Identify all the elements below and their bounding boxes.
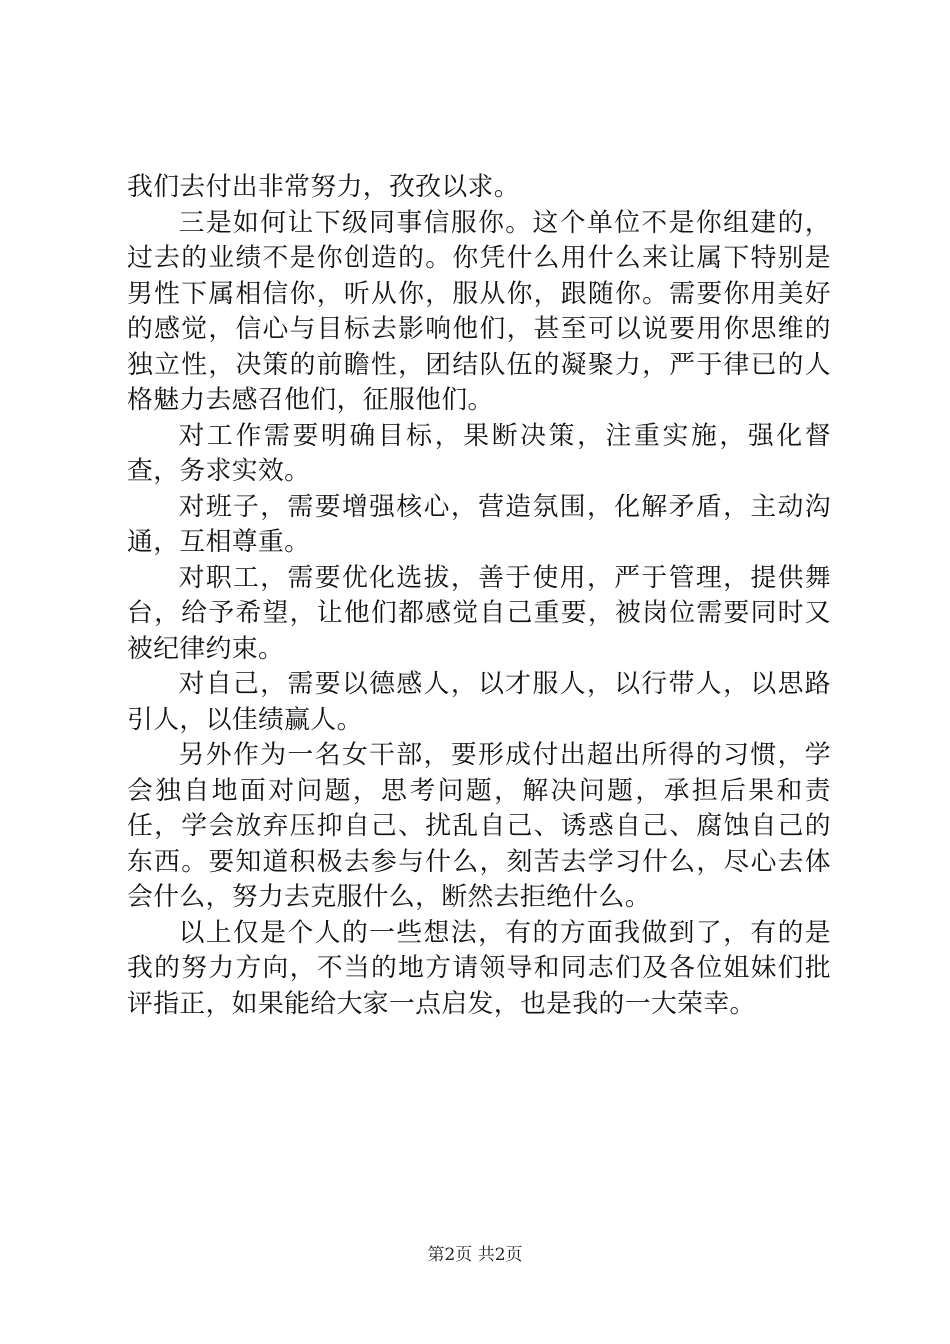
document-body bbox=[127, 170, 831, 1022]
paragraph-self: 对自己，需要以德感人，以才服人，以行带人，以思路引人，以佳绩赢人。 bbox=[127, 669, 831, 735]
paragraph-work: 对工作需要明确目标，果断决策，注重实施，强化督查，务求实效。 bbox=[127, 420, 831, 486]
paragraph-female-cadre: 另外作为一名女干部，要形成付出超出所得的习惯，学会独自地面对问题，思考问题，解决问题，承担后果和责任，学会放弃压抑自己、扰乱自己、诱惑自己、腐蚀自己的东西。要知道积极去参与什么，刻苦去学习什么，尽心去体会什么，努力去克服什么，断然去拒绝什么。 bbox=[127, 740, 831, 912]
paragraph-subordinates: 三是如何让下级同事信服你。这个单位不是你组建的，过去的业绩不是你创造的。你凭什么用什么来让属下特别是男性下属相信你，听从你，服从你，跟随你。需要你用美好的感觉，信心与目标去影响他们，甚至可以说要用你思维的独立性，决策的前瞻性，团结队伍的凝聚力，严于律已的人格魅力去感召他们，征服他们。 bbox=[127, 207, 831, 415]
paragraph-team: 对班子，需要增强核心，营造氛围，化解矛盾，主动沟通，互相尊重。 bbox=[127, 491, 831, 557]
paragraph-continuation: 我们去付出非常努力，孜孜以求。 bbox=[127, 172, 520, 202]
paragraph-staff: 对职工，需要优化选拔，善于使用，严于管理，提供舞台，给予希望，让他们都感觉自己重要，被岗位需要同时又被纪律约束。 bbox=[127, 562, 831, 664]
page-number-footer: 第2页 共2页 bbox=[427, 1245, 523, 1265]
paragraph-conclusion: 以上仅是个人的一些想法，有的方面我做到了，有的是我的努力方向，不当的地方请领导和同志们及各位姐妹们批评指正，如果能给大家一点启发，也是我的一大荣幸。 bbox=[127, 917, 831, 1019]
